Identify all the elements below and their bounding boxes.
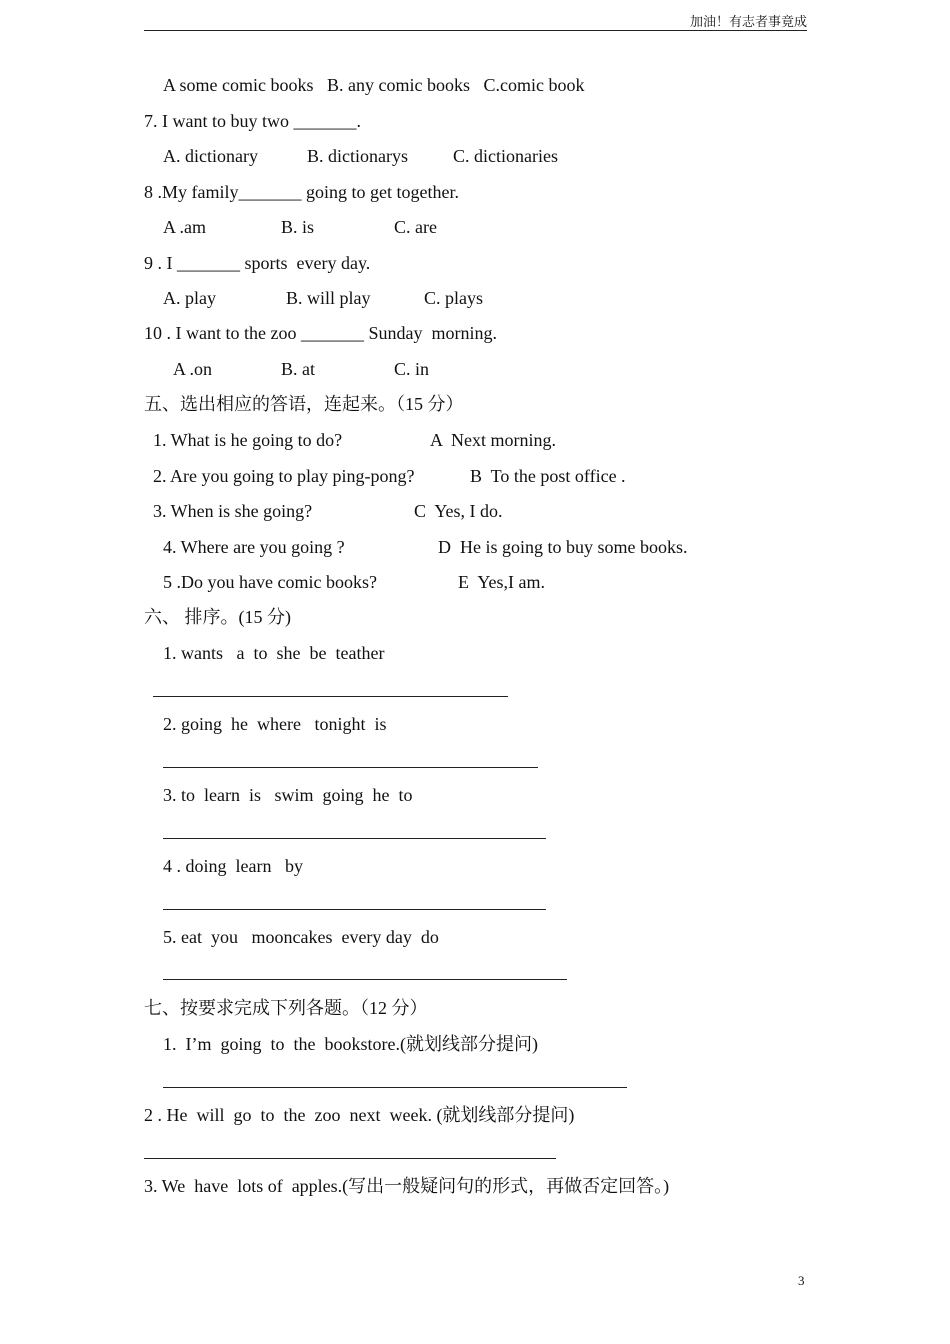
q7-stem: 7. I want to buy two _______. <box>144 111 361 131</box>
q8-stem: 8 .My family_______ going to get together. <box>144 182 459 202</box>
q10-stem: 10 . I want to the zoo _______ Sunday morning. <box>144 323 497 343</box>
reorder-item: 1. wants a to she be teather <box>163 643 385 663</box>
match-answer: C Yes, I do. <box>414 501 503 521</box>
answer-line <box>163 838 546 839</box>
section5-title: 五、选出相应的答语，连起来。（15 分） <box>144 394 464 414</box>
q10-option-a: A .on <box>173 359 213 379</box>
match-question: 5 .Do you have comic books? <box>163 572 377 592</box>
match-question: 3. When is she going? <box>153 501 313 521</box>
transform-item: 1. I’m going to the bookstore.(就划线部分提问) <box>163 1034 538 1054</box>
section7-title: 七、按要求完成下列各题。（12 分） <box>144 998 428 1018</box>
header-rule <box>144 30 807 31</box>
reorder-item: 5. eat you mooncakes every day do <box>163 927 439 947</box>
q7-option-b: B. dictionarys <box>307 146 408 166</box>
q10-option-b: B. at <box>281 359 315 379</box>
q8-option-a: A .am <box>163 217 206 237</box>
q8-option-b: B. is <box>281 217 315 237</box>
answer-line <box>163 767 538 768</box>
reorder-item: 2. going he where tonight is <box>163 714 387 734</box>
match-answer: B To the post office . <box>470 466 626 486</box>
match-question: 2. Are you going to play ping-pong? <box>153 466 415 486</box>
reorder-item: 3. to learn is swim going he to <box>163 785 413 805</box>
transform-item: 2 . He will go to the zoo next week. (就划线部分提问) <box>144 1105 575 1125</box>
q9-option-a: A. play <box>163 288 216 308</box>
answer-line <box>153 696 508 697</box>
q9-option-b: B. will play <box>286 288 371 308</box>
q9-stem: 9 . I _______ sports every day. <box>144 253 371 273</box>
match-question: 1. What is he going to do? <box>153 430 343 450</box>
q9-option-c: C. plays <box>424 288 484 308</box>
match-answer: A Next morning. <box>430 430 556 450</box>
q8-option-c: C. are <box>394 217 437 237</box>
answer-line <box>144 1158 556 1159</box>
q7-option-c: C. dictionaries <box>453 146 558 166</box>
answer-line <box>163 909 546 910</box>
transform-item: 3. We have lots of apples.(写出一般疑问句的形式，再做否定回答。) <box>144 1176 670 1196</box>
section6-title: 六、 排序。(15 分) <box>144 607 291 627</box>
q7-option-a: A. dictionary <box>163 146 258 166</box>
reorder-item: 4 . doing learn by <box>163 856 303 876</box>
answer-line <box>163 1087 627 1088</box>
header-motto: 加油！有志者事竟成 <box>689 14 807 29</box>
q10-option-c: C. in <box>394 359 430 379</box>
match-answer: E Yes,I am. <box>458 572 546 592</box>
q6-options: A some comic books B. any comic books C.comic book <box>163 75 585 95</box>
match-question: 4. Where are you going ? <box>163 537 345 557</box>
page-number: 3 <box>798 1273 805 1288</box>
answer-line <box>163 979 567 980</box>
match-answer: D He is going to buy some books. <box>438 537 688 557</box>
